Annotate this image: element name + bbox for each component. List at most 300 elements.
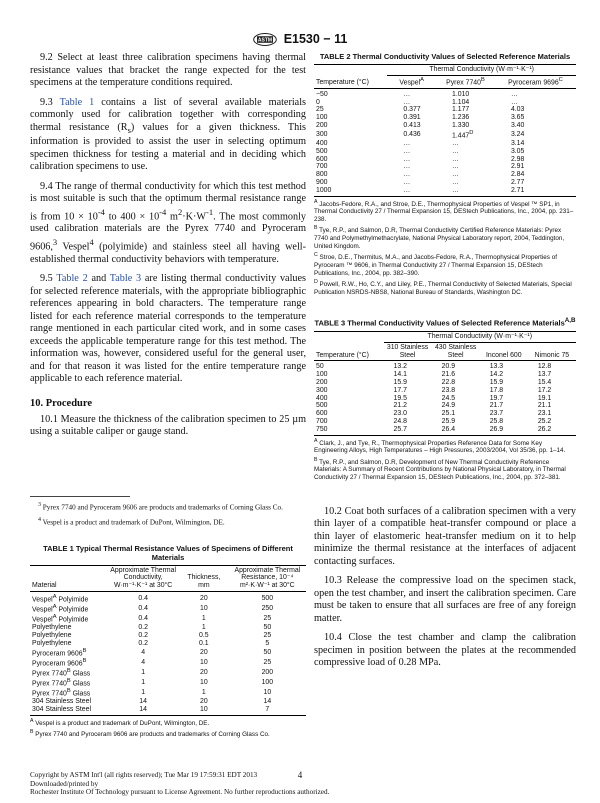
table-cell: 4 — [141, 648, 146, 656]
footnote-ref: B — [66, 677, 71, 684]
table-cell: 0.1 — [199, 639, 209, 647]
table-cell: 0.4 — [138, 595, 148, 603]
table-cell: 25 — [263, 615, 272, 623]
table-cell: 100 — [316, 371, 328, 379]
material-cell — [30, 668, 107, 678]
table-cell — [314, 122, 387, 130]
table-cell — [495, 156, 576, 164]
footnote-mark: A — [30, 717, 34, 724]
table-cell: 5 — [265, 639, 270, 647]
footnote-mark: B — [314, 456, 318, 463]
table-cell: 21.7 — [489, 402, 504, 410]
table-cell — [436, 130, 495, 140]
cell-text: 3.05 — [510, 147, 525, 155]
cell-text: Pyroceram 9606 — [32, 649, 83, 657]
exponent: -4 — [159, 206, 167, 217]
table-row — [314, 130, 576, 140]
table-cell: 23.0 — [393, 410, 407, 418]
material-cell — [30, 591, 107, 604]
table-cell — [387, 171, 436, 179]
table-cell: 14.1 — [393, 371, 407, 379]
material-cell — [30, 632, 107, 640]
table-row — [314, 156, 576, 164]
table-cell — [495, 179, 576, 187]
cell-text: Glass — [70, 690, 91, 698]
table-cell: 250 — [261, 605, 274, 613]
cell-text: −50 — [316, 90, 328, 98]
cell-text: 25 — [316, 106, 324, 114]
table-3-caption — [314, 316, 576, 328]
table-3-temp-header: Temperature (°C) — [314, 331, 384, 360]
table-1-header: Material — [30, 565, 107, 591]
table-cell: 0.2 — [138, 632, 148, 640]
table-row — [314, 148, 576, 156]
footnote-mark: A — [314, 437, 318, 444]
cell-text: 200 — [316, 122, 328, 130]
table-cell — [495, 106, 576, 114]
table-cell — [387, 179, 436, 187]
paragraph-9-4 — [30, 181, 306, 267]
cell-text: 0.436 — [403, 131, 421, 139]
table-cell: 22.8 — [441, 378, 456, 386]
table-row — [314, 88, 576, 98]
footnote-ref: B — [66, 688, 71, 695]
cell-text: 2.71 — [510, 186, 525, 194]
table-cell: 14 — [107, 706, 179, 715]
footnote-ref: C — [558, 76, 563, 83]
table-cell: 10 — [200, 605, 208, 613]
table-cell — [495, 114, 576, 122]
table-cell: 14 — [263, 698, 272, 706]
cell-text: 304 Stainless Steel — [32, 698, 91, 706]
cell-text: 1.104 — [452, 98, 470, 106]
table-cell: 15.9 — [393, 378, 407, 386]
paragraph-9-3 — [30, 97, 306, 174]
cell-text: 1.177 — [452, 106, 470, 114]
table-1-header: Approximate Thermal Conductivity, W·m⁻¹·K⁻¹ at 30°C — [107, 565, 179, 591]
table-cell — [387, 106, 436, 114]
right-column — [314, 52, 576, 677]
cell-text: Pyrex 7740 — [32, 690, 67, 698]
table-cell — [436, 171, 495, 179]
exponent: 2 — [177, 206, 183, 217]
table-cell: 50 — [316, 363, 324, 371]
table-row — [30, 706, 306, 715]
text-run: 9.3 — [40, 96, 60, 108]
table-row — [314, 140, 576, 148]
table-cell: 19.1 — [537, 394, 552, 402]
table-cell: 23.7 — [489, 410, 504, 418]
cell-text: … — [403, 147, 411, 155]
table-cell: 15.9 — [489, 378, 504, 386]
table-cell — [387, 88, 436, 98]
material-cell — [30, 698, 107, 706]
cell-text: 0.377 — [403, 106, 421, 114]
table-cell — [495, 163, 576, 171]
text-run: ·K·W — [182, 210, 206, 222]
footnote-ref: B — [480, 76, 485, 83]
col-label: Pyroceram 9696 — [508, 79, 559, 87]
table-cell — [314, 130, 387, 140]
cell-text: Polyethylene — [32, 632, 72, 640]
text-run: Vespel — [57, 241, 90, 253]
table-cell: 0.4 — [138, 605, 148, 613]
footnote-mark: 3 — [38, 501, 41, 508]
table-row — [314, 163, 576, 171]
cell-text: Polyimide — [56, 616, 89, 624]
footnote-text: Vespel is a product and trademark of DuPont, Wilmington, DE. — [33, 719, 210, 727]
paragraph-10-2: 10.2 Coat both surfaces of a calibration specimen with a very thin layer of a compatible heat-transfer compound or place a thin layer of elastomeric heat-transfer medium on it to help minimize the thermal resistance at the interfaces of adjacent contacting surfaces. — [314, 505, 576, 567]
table-cell — [436, 106, 495, 114]
table-cell: 300 — [316, 386, 328, 394]
table-cell — [436, 99, 495, 107]
table-cell: 1 — [201, 689, 206, 697]
footnote-ref: B — [82, 647, 87, 654]
cell-text: Vespel — [32, 606, 53, 614]
table-1-body — [30, 591, 306, 715]
table-1 — [30, 565, 306, 716]
exponent: -4 — [97, 206, 105, 217]
table-3-link[interactable]: Table 3 — [109, 273, 142, 285]
table-cell: 50 — [263, 624, 272, 632]
table-cell — [387, 140, 436, 148]
text-run: are listing thermal conductivity values for selected reference materials, with the appropriate bibliographic references appearing in bold characters. The temperature range listed for each reference material corresponds to the temperature range mentioned in each particular cited work, and in some cases exceeds the applicable temperature range for this test method. The information was, however, considered useful for the general user, and for that reason it was listed for the entire temperature range applicable to each reference material. — [30, 273, 306, 385]
footnote-text: Vespel is a product and trademark of DuPont, Wilmington, DE. — [41, 518, 225, 527]
astm-logo-icon — [253, 33, 277, 46]
paragraph-9-2: 9.2 Select at least three calibration specimens having thermal resistance values that bracket the range expected for the test specimens at the temperature conditions required. — [30, 52, 306, 88]
table-cell: 23.8 — [441, 386, 456, 394]
table-cell: 0.5 — [199, 632, 209, 640]
table-cell — [314, 140, 387, 148]
left-column — [30, 52, 306, 739]
table-2-link[interactable]: Table 2 — [56, 273, 88, 285]
exponent: -1 — [205, 206, 214, 217]
cell-text: 2.84 — [510, 171, 525, 179]
table-cell: 200 — [261, 668, 274, 676]
table-row — [314, 106, 576, 114]
table-cell — [387, 130, 436, 140]
cell-text: Pyroceram 9606 — [32, 660, 83, 668]
footnote-text: Jacobs-Fedore, R.A., and Stroe, D.E., Thermophysical Properties of Vespel ™ SP1, in Thermal Conductivity 27 / Thermal Expansion 15, DEStech Publications, Inc., 2004, pp. 231–238. — [314, 200, 574, 223]
table-3-col: 430 Stainless Steel — [432, 342, 480, 361]
table-cell — [387, 114, 436, 122]
cell-text: … — [403, 139, 411, 147]
table-cell: 13.7 — [537, 371, 552, 379]
table-cell — [387, 99, 436, 107]
table-cell: 1 — [201, 615, 206, 623]
table-cell — [495, 88, 576, 98]
cell-text: Vespel — [32, 616, 53, 624]
footnote-ref: A — [52, 614, 57, 621]
table-row — [30, 640, 306, 648]
table-2-footnote — [314, 252, 576, 277]
table-cell: 24.8 — [393, 417, 407, 425]
text-run: and — [87, 273, 110, 285]
table-3-col: Nimonic 75 — [528, 342, 576, 361]
table-cell: 500 — [316, 402, 328, 410]
table-cell: 24.5 — [441, 394, 456, 402]
standard-designation: E1530 − 11 — [283, 32, 348, 47]
table-row — [314, 371, 576, 379]
footnote-ref: B — [82, 657, 87, 664]
table-cell: 25.7 — [384, 426, 432, 435]
table-1-header: Approximate Thermal Resistance, 10⁻⁴ m²·K·W⁻¹ at 30°C — [229, 565, 306, 591]
cell-text: 0.391 — [403, 114, 421, 122]
footnote-3 — [30, 501, 306, 512]
table-cell: 100 — [261, 679, 274, 687]
footnote-ref: 4 — [89, 236, 94, 247]
svg-text:ASTM: ASTM — [257, 37, 272, 44]
table-cell: 20.9 — [441, 363, 456, 371]
cell-text: 0 — [316, 98, 320, 106]
table-row — [314, 426, 576, 435]
table-cell: 10 — [200, 679, 208, 687]
text-run: contains a list of several available materials commonly used for calibration together with corresponding thermal resistance (R — [30, 96, 306, 133]
paragraph-10-1: 10.1 Measure the thickness of the calibration specimen to 25 µm using a suitable caliper or gauge stand. — [30, 413, 306, 438]
table-cell — [436, 140, 495, 148]
table-cell — [387, 148, 436, 156]
material-cell — [30, 688, 107, 698]
cell-text: … — [452, 155, 459, 163]
cell-text: 1.330 — [452, 122, 470, 130]
table-row — [314, 171, 576, 179]
cell-text: 1.447 — [452, 132, 470, 140]
footnote-text: Clark, J., and Tye, R., Thermophysical Properties Reference Data for Some Key Engineering Alloys, High Temperatures – High Pressures, 2003/2004, Vol 35/36, pp. 1–14. — [314, 439, 566, 455]
table-3-group-header: Thermal Conductivity (W·m⁻¹·K⁻¹) — [384, 331, 577, 342]
table-3 — [314, 331, 576, 436]
table-3-footnote — [314, 457, 576, 482]
footnote-ref: B — [66, 667, 71, 674]
table-1-link[interactable]: Table 1 — [59, 96, 95, 108]
page-header — [0, 30, 600, 48]
table-row — [30, 614, 306, 624]
cell-text: … — [403, 178, 411, 186]
table-cell: 10 — [263, 689, 272, 697]
cell-text: … — [403, 171, 411, 179]
footnote-mark: B — [30, 729, 34, 736]
paragraph-9-5 — [30, 273, 306, 386]
cell-text: Glass — [70, 680, 91, 688]
caption-text: TABLE 3 Thermal Conductivity Values of Selected Reference Materials — [314, 318, 565, 328]
table-cell — [436, 163, 495, 171]
material-cell — [30, 678, 107, 688]
cell-text: Polyethylene — [32, 624, 72, 632]
col-label: Vespel — [399, 79, 421, 87]
cell-text: … — [403, 186, 411, 194]
material-cell — [30, 640, 107, 648]
col-label: Pyrex 7740 — [446, 79, 481, 87]
table-cell — [495, 122, 576, 130]
cell-text: 800 — [316, 171, 328, 179]
cell-text: 2.77 — [510, 178, 525, 186]
table-2-col-pyroceram — [495, 75, 576, 88]
table-cell: 0.4 — [138, 615, 148, 623]
table-row — [30, 648, 306, 658]
cell-text: … — [510, 90, 518, 98]
table-cell — [436, 114, 495, 122]
section-title: 10. Procedure — [30, 397, 93, 409]
footnote-text: Pyrex 7740 and Pyroceram 9606 are products and trademarks of Corning Glass Co. — [41, 503, 283, 512]
table-cell: 26.9 — [480, 426, 528, 435]
footnote-ref: A — [52, 604, 57, 611]
cell-text: 1.010 — [452, 90, 470, 98]
table-cell — [314, 88, 387, 98]
table-cell: 25 — [263, 632, 272, 640]
cell-text: 3.40 — [510, 122, 525, 130]
table-row — [314, 387, 576, 395]
table-cell: 50 — [263, 648, 272, 656]
table-2-footnote — [314, 225, 576, 250]
table-cell — [314, 148, 387, 156]
table-cell: 0.2 — [138, 624, 148, 632]
copyright-line: Copyright by ASTM Int'l (all rights reserved); Tue Mar 19 17:59:31 EDT 2013 — [30, 771, 258, 779]
table-cell: 1 — [141, 679, 146, 687]
table-cell: 24.9 — [441, 402, 456, 410]
table-2-footnote — [314, 279, 576, 296]
table-cell: 26.2 — [528, 426, 576, 435]
table-row — [314, 179, 576, 187]
material-cell — [30, 658, 107, 668]
cell-text: 4.03 — [510, 106, 525, 114]
table-1-header: Thickness, mm — [179, 565, 229, 591]
cell-text: … — [403, 90, 411, 98]
table-cell — [387, 187, 436, 196]
table-2-temp-header: Temperature (°C) — [314, 65, 387, 89]
table-1-footnote-b — [30, 729, 306, 739]
table-cell: 7 — [229, 706, 306, 715]
table-2-footnote — [314, 199, 576, 224]
table-cell: 25.1 — [441, 410, 456, 418]
footnote-ref: A,B — [564, 317, 576, 325]
table-3-footnotes — [314, 438, 576, 482]
table-cell: 19.7 — [489, 394, 504, 402]
footnote-ref: A — [420, 76, 424, 83]
material-cell — [30, 614, 107, 624]
cell-text: 0.413 — [403, 122, 421, 130]
table-cell: 13.3 — [489, 363, 504, 371]
table-cell: 19.5 — [393, 394, 407, 402]
table-cell — [314, 171, 387, 179]
table-cell: 700 — [316, 417, 328, 425]
paragraph-10-4: 10.4 Close the test chamber and clamp the calibration specimen in position between the plates at the recommended compressive load of 0.28 MPa. — [314, 632, 576, 669]
table-1-caption: TABLE 1 Typical Thermal Resistance Values of Specimens of Different Materials — [43, 543, 293, 562]
table-row — [30, 604, 306, 614]
cell-text: 600 — [316, 155, 328, 163]
copyright-line: Rochester Institute Of Technology pursuant to License Agreement. No further reproductions authorized. — [30, 788, 330, 797]
cell-text: … — [452, 147, 459, 155]
cell-text: Pyrex 7740 — [32, 680, 67, 688]
material-cell — [30, 604, 107, 614]
table-cell: 10 — [179, 706, 229, 715]
table-cell: 21.1 — [537, 402, 552, 410]
table-cell: 25.2 — [537, 417, 552, 425]
table-cell — [314, 179, 387, 187]
table-cell — [314, 114, 387, 122]
cell-text: 1000 — [316, 186, 332, 194]
table-cell: 17.7 — [393, 386, 407, 394]
table-cell — [495, 148, 576, 156]
table-row — [314, 395, 576, 403]
cell-text: … — [452, 171, 459, 179]
table-cell — [314, 187, 387, 196]
cell-text: Polyimide — [56, 596, 89, 604]
cell-text: 500 — [316, 147, 328, 155]
footnote-mark: C — [314, 252, 318, 259]
table-row — [314, 114, 576, 122]
table-cell: 1 — [141, 689, 146, 697]
paragraph-10-3: 10.3 Release the compressive load on the specimen stack, open the test chamber, and insert the calibration specimen. Care must be taken to ensure that all surfaces are free of any foreign matter. — [314, 575, 576, 624]
footnote-mark: 4 — [38, 517, 41, 524]
text-run: ) values for a given thickness. This information is provided to assist the user in selecting optimum specimen thickness for testing a material and in deciding which calibration specimens to use. — [30, 121, 306, 173]
cell-text: … — [403, 155, 411, 163]
footnote-ref: D — [469, 129, 474, 136]
table-cell: 1 — [141, 668, 146, 676]
table-cell: 1 — [201, 624, 206, 632]
cell-text: … — [403, 98, 411, 106]
table-cell: 14.2 — [489, 371, 504, 379]
table-cell — [387, 122, 436, 130]
table-cell: 10 — [200, 658, 208, 666]
table-cell: 13.2 — [393, 363, 407, 371]
table-cell — [387, 163, 436, 171]
table-row — [314, 122, 576, 130]
table-row — [30, 668, 306, 678]
table-cell: 20 — [200, 698, 208, 706]
cell-text: … — [452, 186, 459, 194]
table-cell: 17.8 — [489, 386, 504, 394]
footnote-text: Tye, R.P., and Salmon, D.R, Development of New Thermal Conductivity Reference Materials: A Summary of Recent Contributions by National Physical Laboratory, in Thermal Conductivity 27 / Thermal Expansion 15, DEStech Publications, Inc., 2004, pp. 372–381. — [314, 458, 566, 482]
table-cell — [436, 88, 495, 98]
table-cell — [436, 122, 495, 130]
cell-text: Polyimide — [56, 606, 89, 614]
footnote-text: Stroe, D.E., Thermitus, M.A., and Jacobs-Fedore, R.A., Thermophysical Properties of Pyroceram ™ 9606, in Thermal Conductivity 27 / Thermal Expansion 15, DEStech Publications, Inc., 2004, pp. 382–390. — [314, 254, 557, 277]
table-cell: 25.9 — [441, 417, 456, 425]
table-cell: 400 — [316, 394, 328, 402]
cell-text: 100 — [316, 114, 328, 122]
table-2-body — [314, 88, 576, 196]
footnote-mark: D — [314, 279, 318, 286]
table-cell: 21.2 — [393, 402, 407, 410]
table-row — [30, 678, 306, 688]
footnote-text: Tye, R.P., and Salmon, D.R, Thermal Conductivity Certified Reference Materials: Pyrex 7740 and Polymethylmethacrylate, National Physical Laboratory report, 2004, Teddington, United Kingdom. — [314, 227, 565, 250]
footnote-4 — [30, 516, 306, 527]
table-cell: 14 — [139, 698, 147, 706]
table-cell: 23.1 — [537, 410, 552, 418]
cell-text: 3.14 — [510, 139, 525, 147]
table-row — [30, 591, 306, 604]
table-cell: 25 — [263, 658, 272, 666]
table-row — [30, 698, 306, 706]
table-cell: 500 — [261, 595, 274, 603]
cell-text: … — [452, 139, 459, 147]
cell-text: Glass — [70, 670, 91, 678]
table-cell — [314, 163, 387, 171]
cell-text: … — [452, 178, 459, 186]
table-cell: 21.6 — [441, 371, 456, 379]
table-cell: 4 — [141, 658, 146, 666]
table-cell: 26.4 — [432, 426, 480, 435]
cell-text: 304 Stainless Steel — [32, 705, 91, 713]
table-2-col-pyrex — [436, 75, 495, 88]
cell-text: 3.24 — [510, 131, 525, 139]
cell-text: … — [510, 98, 518, 106]
copyright-line: Downloaded/printed by — [30, 779, 99, 788]
table-cell: 0.2 — [138, 639, 148, 647]
table-row — [314, 418, 576, 426]
table-cell — [495, 171, 576, 179]
table-cell: 25.8 — [489, 417, 504, 425]
cell-text: 300 — [316, 131, 328, 139]
